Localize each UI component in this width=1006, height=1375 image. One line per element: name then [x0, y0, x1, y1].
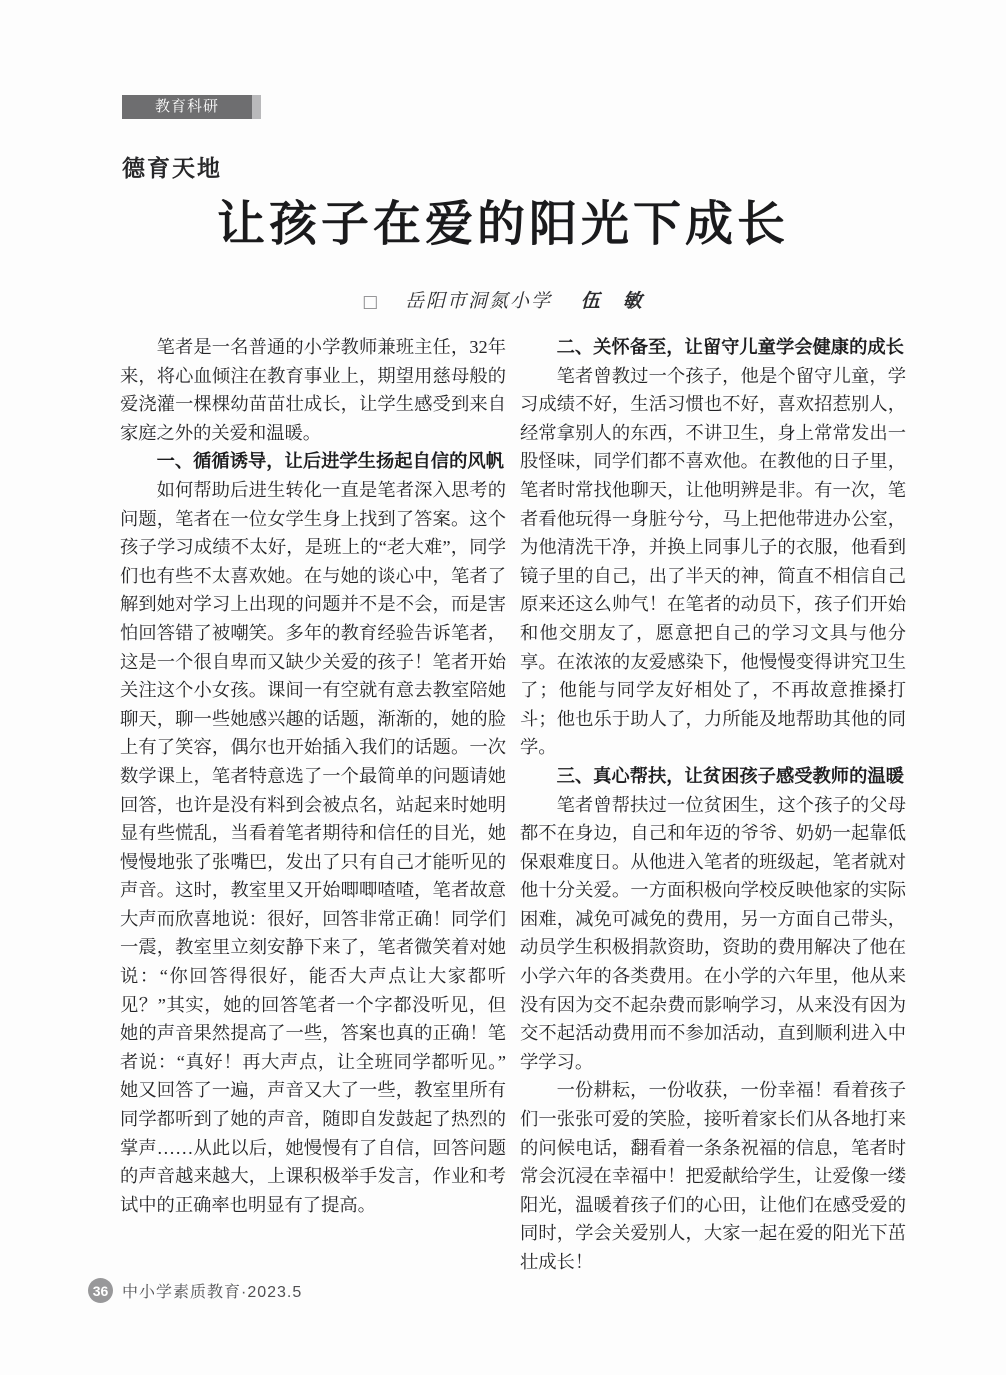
section-2-heading: 二、关怀备至，让留守儿童学会健康的成长 [556, 336, 904, 357]
article-title: 让孩子在爱的阳光下成长 [216, 198, 789, 251]
section-3-paragraph-2: 一份耕耘，一份收获，一份幸福！看着孩子们一张张可爱的笑脸，接听着家长们从各地打来的问候电话，翻看着一条条祝福的信息，笔者时常会沉浸在幸福中！把爱献给学生，让爱像一缕阳光，温暖着孩子们的心田，让他们在感受爱的同时，学会关爱别人，大家一起在爱的阳光下茁壮成长！ [520, 1080, 906, 1272]
section-1-heading: 一、循循诱导，让后进学生扬起自信的风帆 [156, 450, 504, 472]
column-section-label: 德育天地 [122, 155, 222, 181]
author-name: 伍 敏 [580, 291, 644, 312]
intro-paragraph: 笔者是一名普通的小学教师兼班主任，32年来，将心血倾注在教育事业上，期望用慈母般的爱浇灌一棵棵幼苗苗壮成长，让学生感受到来自家庭之外的关爱和温暖。 [120, 337, 506, 443]
section-1-paragraph: 如何帮助后进生转化一直是笔者深入思考的问题，笔者在一位女学生身上找到了答案。这个孩子学习成绩不太好，是班上的“老大难”，同学们也有些不太喜欢她。在与她的谈心中，笔者了解到她对学习上出现的问题并不是不会，而是害怕回答错了被嘲笑。多年的教育经验告诉笔者，这是一个很自卑而又缺少关爱的孩子！笔者开始关注这个小女孩。课间一有空就有意去教室陪她聊天，聊一些她感兴趣的话题，渐渐的，她的脸上有了笑容，偶尔也开始插入我们的话题。一次数学课上，笔者特意选了一个最简单的问题请她回答，也许是没有料到会被点名，站起来时她明显有些慌乱，当看着笔者期待和信任的目光，她慢慢地张了张嘴巴，发出了只有自己才能听见的声音。这时，教室里又开始唧唧喳喳，笔者故意大声而欣喜地说：很好，回答非常正确！同学们一震，教室里立刻安静下来了，笔者微笑着对她说：“你回答得很好，能否大声点让大家都听见？”其实，她的回答笔者一个字都没听见，但她的声音果然提高了一些，答案也真的正确！笔者说：“真好！再大声点，让全班同学都听见。”她又回答了一遍，声音又大了一些，教室里所有同学都听到了她的声音，随即自发鼓起了热烈的掌声……从此以后，她慢慢有了自信，回答问题的声音越来越大，上课积极举手发言，作业和考试中的正确率也明显有了提高。 [120, 479, 506, 1215]
page-number-badge: 36 [88, 1278, 113, 1303]
author-line [0, 286, 1006, 313]
section-2-paragraph: 笔者曾教过一个孩子，他是个留守儿童，学习成绩不好，生活习惯也不好，喜欢招惹别人，经常拿别人的东西，不讲卫生，身上常常发出一股怪味，同学们都不喜欢他。在教他的日子里，笔者时常找他聊天，让他明辨是非。有一次，笔者看他玩得一身脏兮兮，马上把他带进办公室，为他清洗干净，并换上同事儿子的衣服，他看到镜子里的自己，出了半天的神，简直不相信自己原来还这么帅气！在笔者的动员下，孩子们开始和他交朋友了，愿意把自己的学习文具与他分享。在浓浓的友爱感染下，他慢慢变得讲究卫生了；他能与同学友好相处了，不再故意推搡打斗；他也乐于助人了，力所能及地帮助其他的同学。 [520, 365, 906, 758]
article-column-right [520, 333, 906, 1277]
article-column-left [120, 333, 506, 1219]
author-marker-square: □ [362, 292, 381, 312]
section-3-heading: 三、真心帮扶，让贫困孩子感受教师的温暖 [556, 764, 904, 786]
category-badge [122, 95, 261, 119]
author-affiliation: 岳阳市洞氮小学 [405, 291, 553, 312]
category-badge-label: 教育科研 [154, 98, 219, 115]
journal-title: 中小学素质教育·2023.5 [122, 1284, 303, 1301]
section-3-paragraph-1: 笔者曾帮扶过一位贫困生，这个孩子的父母都不在身边，自己和年迈的爷爷、奶奶一起靠低保艰难度日。从他进入笔者的班级起，笔者就对他十分关爱。一方面积极向学校反映他家的实际困难，减免可减免的费用，另一方面自己带头，动员学生积极捐款资助，资助的费用解决了他在小学六年的各类费用。在小学的六年里，他从来没有因为交不起杂费而影响学习，从来没有因为交不起活动费用而不参加活动，直到顺利进入中学学习。 [520, 794, 906, 1072]
page-footer [88, 1278, 302, 1303]
